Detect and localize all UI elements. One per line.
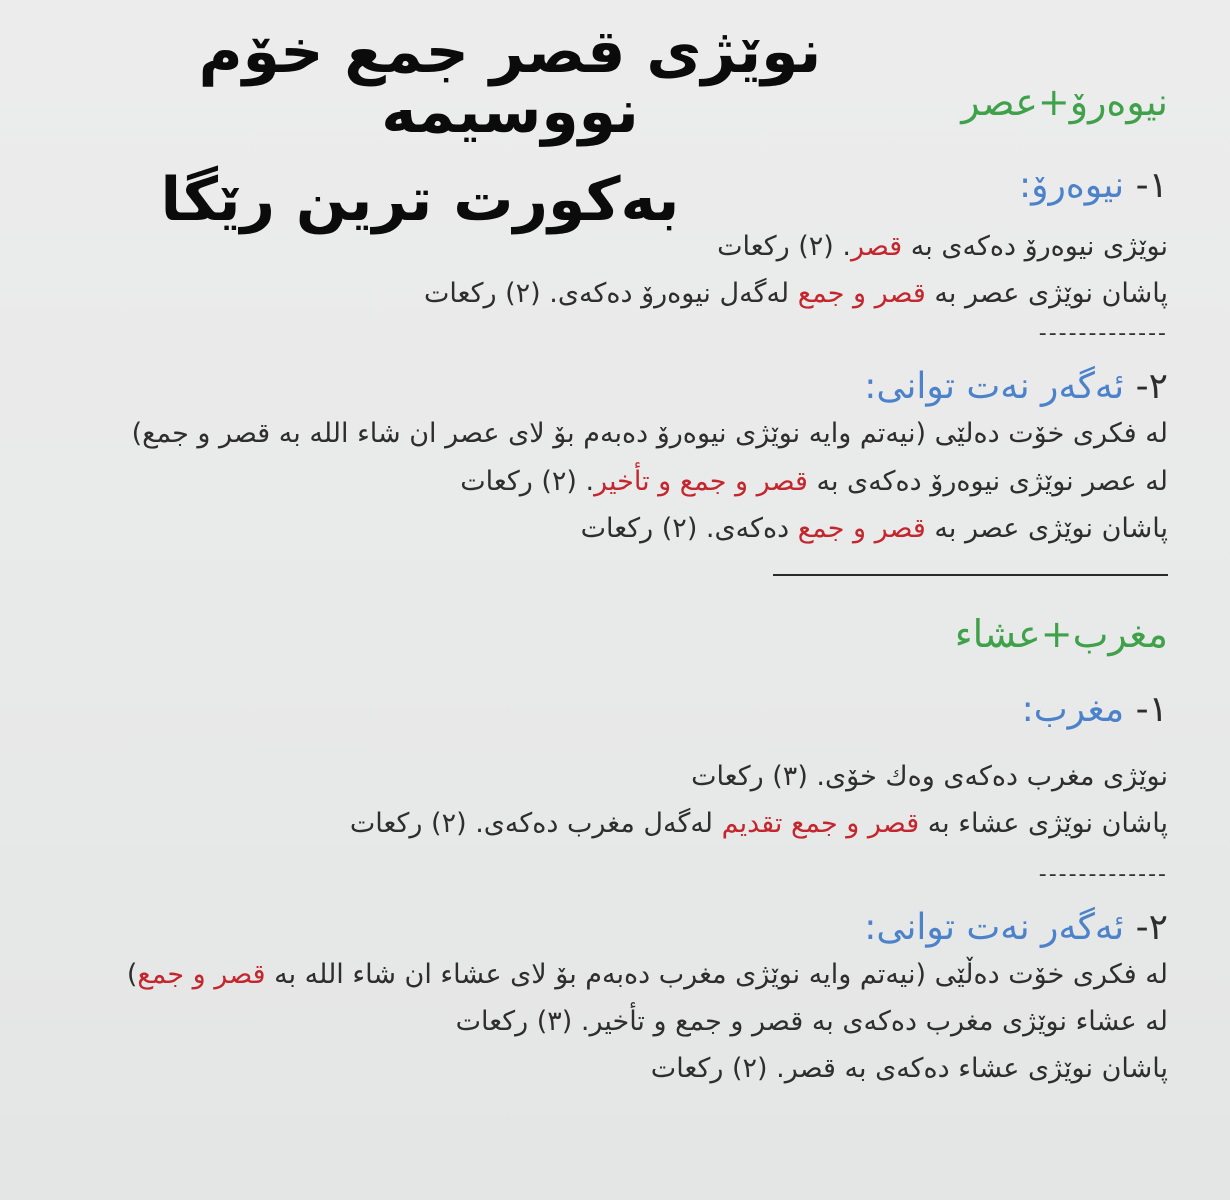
subheading-if-unable: [58, 365, 1168, 408]
subheading-label: نیوەرۆ:: [1018, 164, 1125, 206]
subheading-label: ئەگەر نەت توانی:: [864, 366, 1125, 408]
paragraph-line: [58, 951, 1168, 998]
subheading-maghrib: [58, 688, 1168, 731]
subheading-number: ١-: [1135, 688, 1168, 730]
text-run: . (٢) رکعات: [460, 465, 595, 497]
text-run: پاشان نوێژی عصر بە: [925, 278, 1168, 310]
overlay-title-line-1: نوێژی قصر جمع خۆم نووسیمە: [198, 17, 822, 147]
overlay-title-line-2: بەکورت ترین رێگا: [160, 165, 680, 235]
section-divider: [773, 574, 1168, 576]
paragraph-line: نوێژی مغرب دەکەی وەك خۆی. (٣) رکعات: [691, 761, 1168, 792]
overlay-title: [60, 17, 960, 235]
section-title-maghrib-isha: مغرب+عشاء: [954, 612, 1168, 657]
text-run: پاشان نوێژی عصر بە: [925, 512, 1168, 544]
dashed-separator: -------------: [1038, 861, 1168, 887]
highlight-red: قصر و جمع: [137, 958, 266, 990]
paragraph-line: لە عشاء نوێژی مغرب دەکەی بە قصر و جمع و تأخیر. (٣) رکعات: [455, 1005, 1168, 1037]
paragraph-line: [58, 270, 1168, 317]
subheading-if-unable: [58, 906, 1168, 949]
text-run: پاشان نوێژی عشاء بە: [919, 808, 1168, 840]
text-run: لە عصر نوێژی نیوەرۆ دەکەی بە: [807, 465, 1168, 497]
highlight-red: قصر و جمع تقدیم: [721, 808, 920, 840]
text-run: لە فکری خۆت دەڵێی (نیەتم وایە نوێژی مغرب دەبەم بۆ لای عشاء ان شاء الله بە: [265, 958, 1168, 990]
paragraph-line: لە فکری خۆت دەلێی (نیەتم وایە نوێژی نیوەرۆ دەبەم بۆ لای عصر ان شاء الله بە قصر و جمع): [131, 418, 1168, 450]
highlight-red: قصر و جمع و تأخیر: [594, 465, 808, 497]
text-run: ): [126, 958, 138, 990]
text-run: لەگەل نیوەرۆ دەکەی. (٢) رکعات: [423, 278, 798, 310]
paragraph-line: پاشان نوێژی عشاء دەکەی بە قصر. (٢) رکعات: [650, 1053, 1168, 1085]
paragraph-line: [58, 800, 1168, 847]
text-run: نوێژی نیوەرۆ دەکەی بە: [902, 230, 1168, 262]
highlight-red: قصر و جمع: [797, 278, 926, 310]
subheading-label: مغرب:: [1021, 688, 1125, 730]
dashed-separator: -------------: [1038, 321, 1168, 347]
paragraph-line: [58, 505, 1168, 552]
text-run: لەگەل مغرب دەکەی. (٢) رکعات: [349, 808, 722, 840]
subheading-number: ١-: [1135, 164, 1168, 206]
subheading-number: ٢-: [1135, 906, 1168, 948]
text-run: . (٢) رکعات: [717, 230, 851, 262]
section-title-dhuhr-asr: نیوەرۆ+عصر: [961, 80, 1168, 124]
highlight-red: قصر و جمع: [797, 512, 926, 544]
highlight-red: قصر: [850, 230, 903, 262]
paragraph-line: [58, 458, 1168, 505]
subheading-number: ٢-: [1135, 366, 1168, 408]
text-run: دەکەی. (٢) رکعات: [580, 512, 798, 544]
subheading-label: ئەگەر نەت توانی:: [864, 906, 1125, 948]
